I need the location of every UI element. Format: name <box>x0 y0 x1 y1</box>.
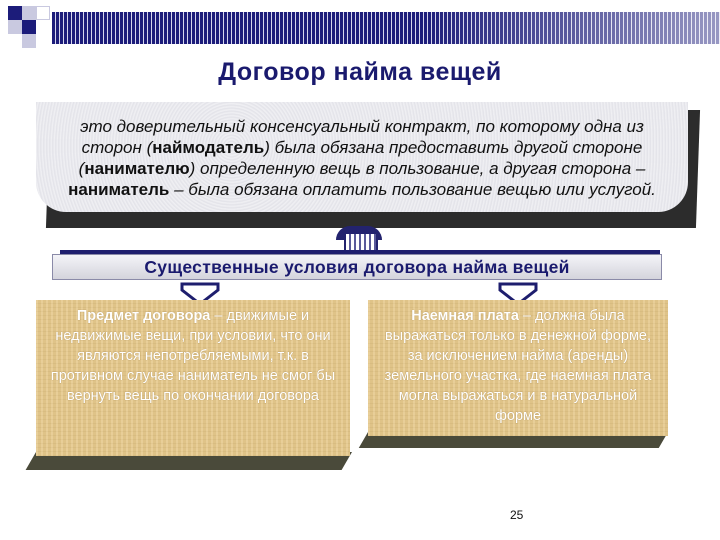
right-card-heading: Наемная плата <box>411 308 519 324</box>
decor-square-4 <box>8 20 22 34</box>
definition-bold-1: наймодатель <box>152 138 265 157</box>
left-card-text: – движимые и недвижимые вещи, при условии, что они являются непотребляемыми, т.к. в противном случае наниматель не смог бы вернуть вещь по окончании договора <box>50 308 336 404</box>
right-card-text: – должна была выражаться только в денежной форме, за исключением найма (аренды) земельного участка, где наемная плата могла выражаться и в натуральной форме <box>384 308 652 424</box>
definition-text-1: это доверительный консенсуальный контракт, по которому одна из сторон ( <box>80 117 644 157</box>
rent-payment-card <box>368 300 668 436</box>
definition-text-2: ) была обязана предоставить другой стороне ( <box>78 138 643 178</box>
slide-title: Договор найма вещей <box>218 58 502 86</box>
definition-text-4: – была обязана оплатить пользование вещью или услугой. <box>169 180 656 199</box>
decor-square-1 <box>8 6 22 20</box>
decor-square-2 <box>22 20 36 34</box>
decor-square-5 <box>36 6 50 20</box>
definition-panel <box>36 102 688 212</box>
decor-square-6 <box>22 34 36 48</box>
page-number: 25 <box>510 508 524 522</box>
conditions-banner: Существенные условия договора найма вещей <box>52 254 662 280</box>
header-stripe-fade <box>52 12 720 44</box>
decor-square-3 <box>22 6 36 20</box>
definition-bold-3: наниматель <box>68 180 170 199</box>
subject-of-contract-card <box>36 300 350 456</box>
definition-text-3: ) определенную вещь в пользование, а другая сторона – <box>189 159 646 178</box>
definition-bold-2: нанимателю <box>84 159 190 178</box>
left-card-heading: Предмет договора <box>76 308 211 324</box>
